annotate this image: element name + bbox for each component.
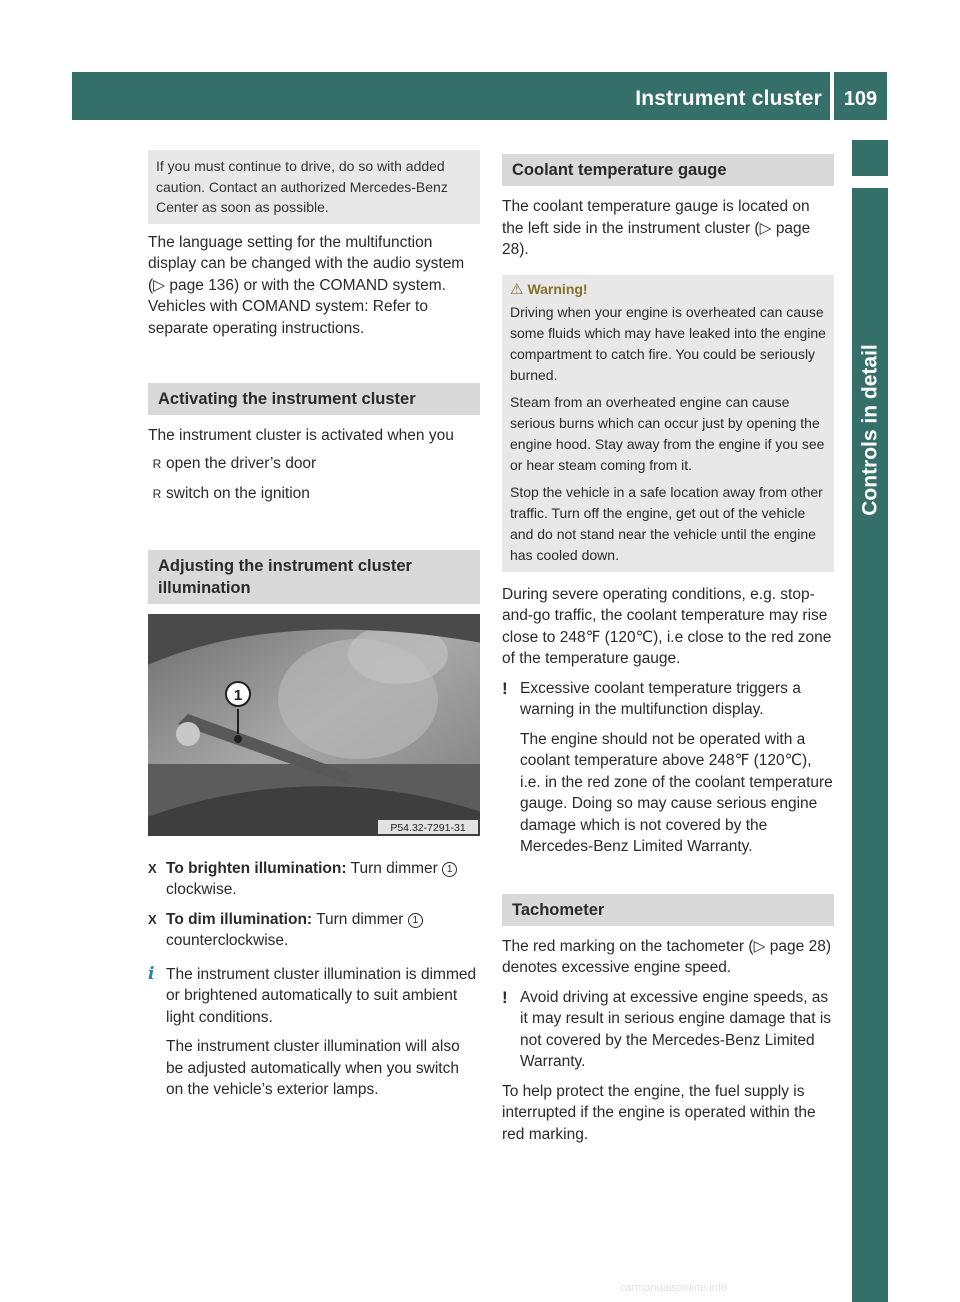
caution-note-coolant	[502, 678, 834, 858]
step-dim-text-b: counterclockwise.	[166, 932, 289, 949]
caution-coolant-1: Excessive coolant temperature triggers a warning in the multifunction display.	[520, 679, 801, 718]
warning-paragraph-2: Steam from an overheated engine can cause serious burns which can occur just by opening the engine hood. Stay away from the engine if you see or hear steam coming from it.	[510, 393, 825, 473]
tachometer-outro: To help protect the engine, the fuel supply is interrupted if the engine is operated within the red marking.	[502, 1082, 816, 1143]
caution-exclamation-icon: !	[502, 987, 508, 1007]
step-brighten: X To brighten illumination: Turn dimmer 1 clockwise.	[148, 858, 480, 901]
heading-activating: Activating the instrument cluster	[148, 383, 480, 415]
activating-intro: The instrument cluster is activated when you	[148, 427, 454, 444]
callout-ref: 1	[442, 862, 457, 877]
footer-watermark: carmanualsonline.info	[620, 1282, 728, 1294]
caution-note-tachometer	[502, 987, 834, 1073]
side-tab-label: Controls in detail	[858, 344, 882, 516]
right-column	[502, 154, 834, 1153]
info-note	[148, 964, 480, 1101]
dimmer-photo-svg	[148, 614, 480, 836]
warning-triangle-icon: ⚠	[510, 280, 524, 298]
bullet-item: R open the driver’s door	[148, 453, 480, 476]
page-title: Instrument cluster	[635, 87, 822, 110]
heading-tachometer: Tachometer	[502, 894, 834, 926]
step-dim: X To dim illumination: Turn dimmer 1 counterclockwise.	[148, 909, 480, 952]
left-column	[148, 150, 480, 1109]
side-tab-square	[852, 140, 888, 176]
photo-code: P54.32-7291-31	[390, 821, 466, 834]
info-paragraph-2: The instrument cluster illumination will also be adjusted automatically when you switch on the vehicle’s exterior lamps.	[166, 1038, 460, 1098]
callout-ref: 1	[408, 913, 423, 928]
warning-title	[510, 279, 826, 300]
caution-exclamation-icon: !	[502, 678, 508, 698]
warning-title-text: Warning!	[527, 280, 588, 297]
coolant-conditions: During severe operating conditions, e.g. stop-and-go traffic, the coolant temperature may rise close to 248℉ (120℃), i.e close to the red zone of the temperature gauge.	[502, 585, 832, 667]
caution-tachometer: Avoid driving at excessive engine speeds, as it may result in serious engine damage that is not covered by the Mercedes-Benz Limited Warranty.	[520, 988, 832, 1070]
photo-callout-number: 1	[233, 686, 243, 704]
tachometer-intro: The red marking on the tachometer (▷ page 28) denotes excessive engine speed.	[502, 937, 831, 976]
step-brighten-text-b: clockwise.	[166, 881, 237, 898]
step-brighten-label: To brighten illumination:	[166, 859, 347, 877]
warning-box	[502, 275, 834, 572]
warning-paragraph-3: Stop the vehicle in a safe location away from other traffic. Turn off the engine, get out of the vehicle and do not stand near the vehicle until the engine has cooled down.	[510, 483, 823, 563]
heading-coolant: Coolant temperature gauge	[502, 154, 834, 186]
coolant-intro: The coolant temperature gauge is located on the left side in the instrument cluster (▷ page 28).	[502, 198, 811, 258]
step-brighten-text-a: Turn dimmer	[350, 859, 438, 877]
info-icon: i	[148, 963, 155, 984]
heading-adjusting: Adjusting the instrument cluster illumination	[148, 550, 480, 604]
page-number: 109	[843, 88, 878, 110]
dimmer-photo	[148, 614, 480, 836]
warning-paragraph-1: Driving when your engine is overheated can cause some fluids which may have leaked into the engine compartment to catch fire. You could be seriously burned.	[510, 303, 826, 383]
language-paragraph: The language setting for the multifunction display can be changed with the audio system (▷ page 136) or with the COMAND system. Vehicles with COMAND system: Refer to separate operating instructions.	[148, 233, 465, 337]
step-dim-label: To dim illumination:	[166, 910, 313, 928]
info-paragraph-1: The instrument cluster illumination is dimmed or brightened automatically to suit ambient light conditions.	[166, 965, 477, 1026]
caution-coolant-2: The engine should not be operated with a coolant temperature above 248℉ (120℃), i.e. in the red zone of the coolant temperature gauge. Doing so may cause serious engine damage which is not covered by the Mercedes-Benz Limited Warranty.	[520, 730, 833, 855]
step-dim-text-a: Turn dimmer	[316, 910, 404, 928]
bullet-item: R switch on the ignition	[148, 483, 480, 506]
note-box: If you must continue to drive, do so with added caution. Contact an authorized Mercedes-Benz Center as soon as possible.	[148, 150, 480, 224]
